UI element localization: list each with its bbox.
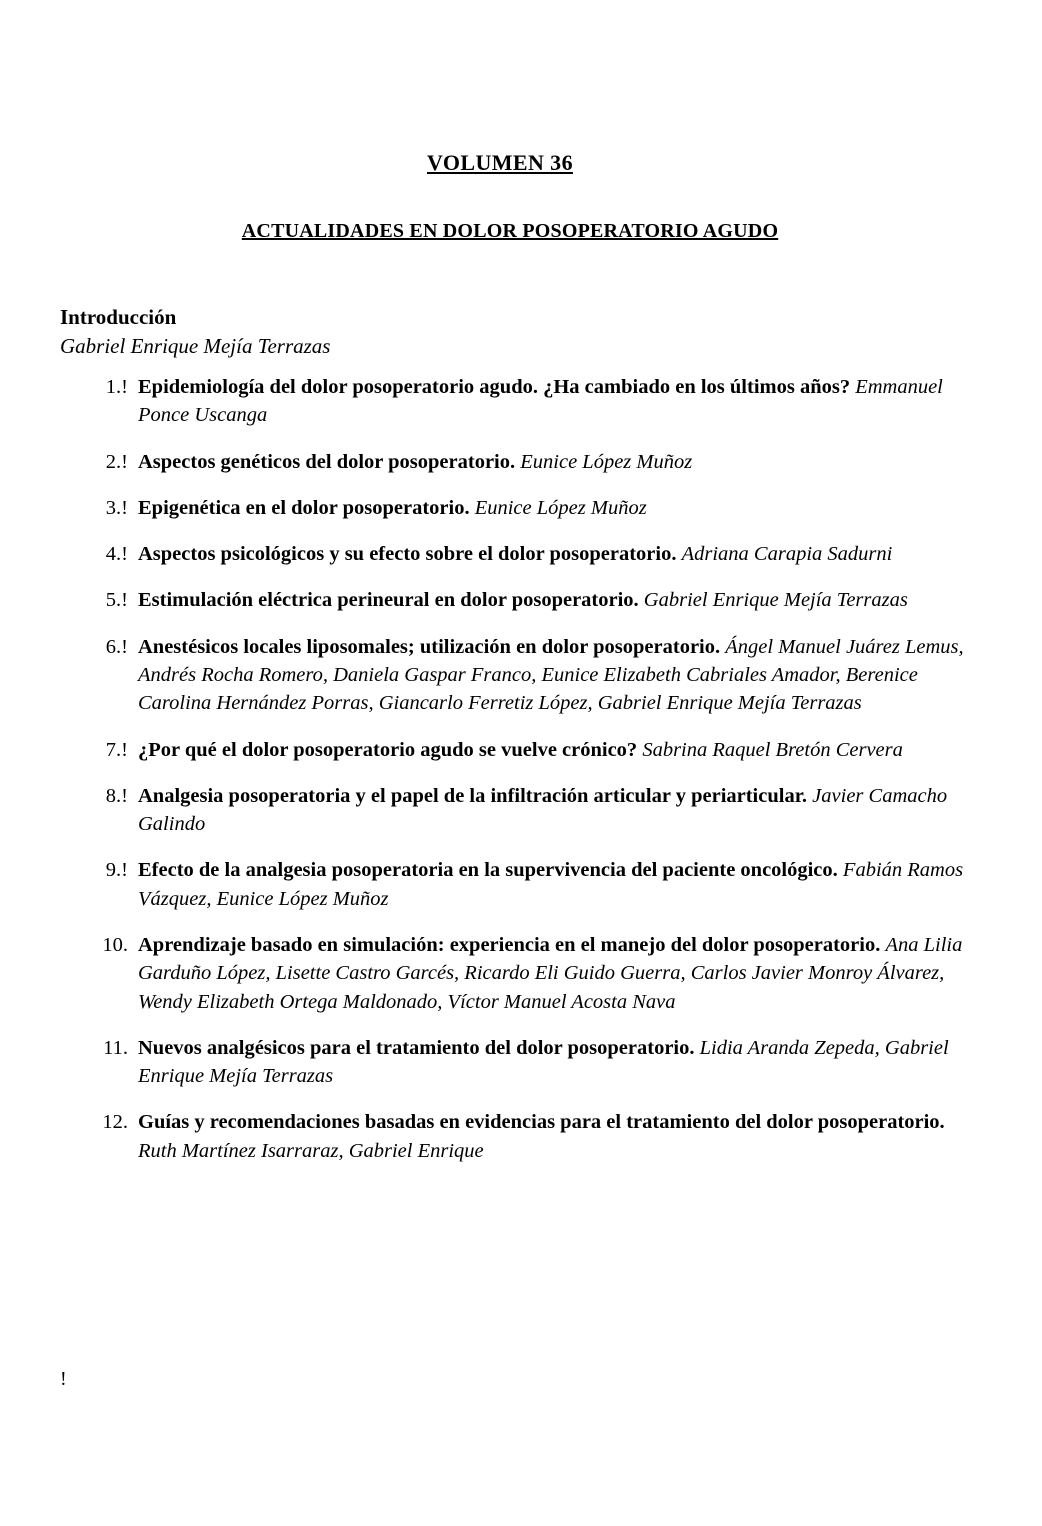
introduction-author: Gabriel Enrique Mejía Terrazas [60, 334, 331, 358]
list-item [60, 540, 980, 568]
item-title: Efecto de la analgesia posoperatoria en la supervivencia del paciente oncológico. [138, 859, 838, 882]
item-authors: Eunice López Muñoz [474, 496, 647, 519]
introduction-heading: Introducción [60, 305, 177, 329]
list-item [60, 856, 980, 913]
item-number: 3.! [105, 496, 128, 519]
list-item [60, 494, 980, 522]
item-title: Nuevos analgésicos para el tratamiento del dolor posoperatorio. [138, 1036, 695, 1059]
item-number: 11. [103, 1036, 128, 1059]
item-title: Analgesia posoperatoria y el papel de la infiltración articular y periarticular. [138, 784, 808, 807]
item-authors: Adriana Carapia Sadurni [681, 543, 893, 566]
item-authors: Lidia Aranda Zepeda, Gabriel Enrique Mejía Terrazas [138, 1036, 949, 1088]
list-item [60, 448, 980, 476]
item-number: 7.! [105, 738, 128, 761]
document-title: ACTUALIDADES EN DOLOR POSOPERATORIO AGUDO [241, 220, 779, 242]
table-of-contents [60, 373, 980, 1165]
item-authors: Eunice López Muñoz [520, 450, 693, 473]
item-number: 1.! [105, 376, 128, 398]
item-authors: Ruth Martínez Isarraraz, Gabriel Enrique [138, 1139, 484, 1162]
item-authors: Ángel Manuel Juárez Lemus, Andrés Rocha Romero, Daniela Gaspar Franco, Eunice Elizabeth Cabriales Amador, Berenice Carolina Hernández Porras, Giancarlo Ferretiz López, Gabriel Enrique Mejía Terrazas [138, 635, 964, 715]
volume-title: VOLUMEN 36 [427, 150, 573, 175]
item-title: Anestésicos locales liposomales; utilización en dolor posoperatorio. [138, 635, 721, 658]
item-number: 6.! [105, 635, 128, 658]
list-item [60, 1034, 980, 1091]
item-number: 4.! [105, 543, 128, 566]
item-number: 8.! [105, 784, 128, 807]
trailing-mark: ! [60, 1368, 67, 1390]
item-title: Estimulación eléctrica perineural en dolor posoperatorio. [138, 589, 639, 612]
list-item [60, 633, 980, 718]
item-authors: Fabián Ramos Vázquez, Eunice López Muñoz [138, 859, 964, 910]
item-number: 12. [102, 1111, 128, 1134]
item-authors: Sabrina Raquel Bretón Cervera [642, 738, 903, 761]
item-authors: Gabriel Enrique Mejía Terrazas [643, 589, 908, 612]
list-item [60, 931, 980, 1016]
item-number: 9.! [105, 859, 128, 882]
item-title: Aprendizaje basado en simulación: experiencia en el manejo del dolor posoperatorio. [138, 933, 881, 956]
item-number: 2.! [105, 450, 128, 473]
item-authors: Javier Camacho Galindo [138, 784, 948, 836]
item-title: Epigenética en el dolor posoperatorio. [138, 496, 470, 519]
item-title: Epidemiología del dolor posoperatorio agudo. ¿Ha cambiado en los últimos años? [138, 376, 851, 398]
list-item [60, 736, 980, 764]
list-item [60, 586, 980, 614]
item-authors: Emmanuel Ponce Uscanga [138, 376, 943, 427]
item-title: ¿Por qué el dolor posoperatorio agudo se vuelve crónico? [138, 738, 638, 761]
item-authors: Ana Lilia Garduño López, Lisette Castro Garcés, Ricardo Eli Guido Guerra, Carlos Javier Monroy Álvarez, Wendy Elizabeth Ortega Maldonado, Víctor Manuel Acosta Nava [138, 933, 963, 1013]
list-item [60, 782, 980, 839]
item-title: Aspectos psicológicos y su efecto sobre el dolor posoperatorio. [138, 543, 677, 566]
item-title: Guías y recomendaciones basadas en evidencias para el tratamiento del dolor posoperatorio. [138, 1111, 945, 1134]
list-item [60, 1108, 980, 1165]
document-content [60, 150, 980, 1183]
item-title: Aspectos genéticos del dolor posoperatorio. [138, 450, 516, 473]
item-number: 5.! [105, 589, 128, 612]
item-number: 10. [102, 933, 128, 956]
list-item [60, 373, 980, 430]
